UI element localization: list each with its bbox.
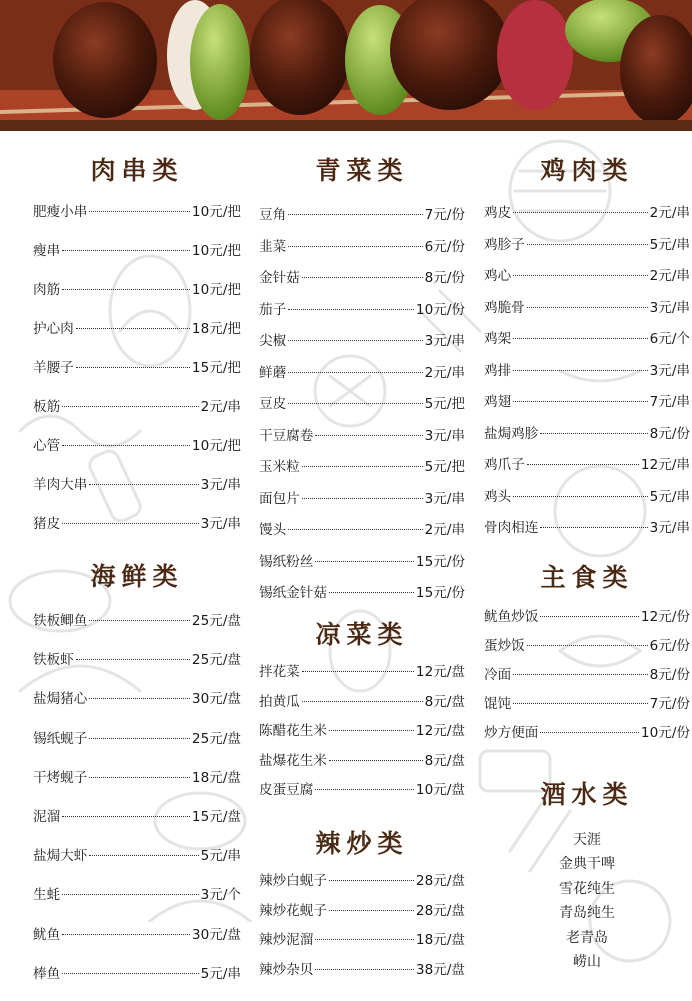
- menu-item: [259, 266, 465, 298]
- dot-leader: [329, 730, 414, 731]
- item-price: 5元/串: [649, 236, 690, 253]
- dot-leader: [62, 445, 190, 446]
- dot-leader: [513, 275, 647, 276]
- item-name: 豆角: [259, 207, 287, 223]
- menu-item: [259, 660, 465, 690]
- seafood-list: [33, 609, 241, 1001]
- item-name: 金针菇: [259, 270, 300, 286]
- item-name: 干烤蚬子: [33, 769, 88, 786]
- menu-item: [259, 550, 465, 582]
- item-name: 辣炒白蚬子: [259, 873, 327, 889]
- drink-item: 金典干啤: [559, 856, 615, 873]
- item-name: 羊肉大串: [33, 477, 88, 493]
- drink-item: 雪花纯生: [559, 880, 615, 897]
- item-price: 38元/盘: [415, 961, 465, 978]
- item-name: 猪皮: [33, 516, 61, 532]
- item-name: 辣炒杂贝: [259, 961, 314, 978]
- spicy-stirfry-list: [259, 869, 465, 987]
- item-name: 茄子: [259, 301, 287, 318]
- item-price: 7元/串: [649, 394, 690, 410]
- dot-leader: [527, 244, 648, 245]
- menu-item: [33, 962, 241, 1001]
- item-name: 鸡皮: [484, 205, 512, 221]
- item-price: 3元/串: [649, 520, 690, 536]
- menu-item: [259, 899, 465, 929]
- dot-leader: [315, 969, 414, 970]
- dot-leader: [315, 789, 414, 790]
- drinks-list: [484, 828, 690, 974]
- menu-item: [484, 721, 690, 750]
- dot-leader: [302, 498, 423, 499]
- item-price: 18元/盘: [191, 769, 241, 786]
- item-name: 板筋: [33, 399, 61, 415]
- item-name: 馒头: [259, 522, 287, 538]
- dot-leader: [527, 645, 648, 646]
- item-name: 辣炒花蚬子: [259, 902, 327, 919]
- dot-leader: [302, 701, 423, 702]
- menu-item: [259, 581, 465, 613]
- item-name: 鸡翅: [484, 394, 512, 410]
- menu-item: [259, 518, 465, 550]
- dot-leader: [288, 340, 422, 341]
- dot-leader: [62, 250, 190, 251]
- item-name: 盐焗鸡胗: [484, 425, 539, 442]
- dot-leader: [288, 309, 414, 310]
- dot-leader: [89, 698, 190, 699]
- item-name: 心管: [33, 438, 61, 454]
- menu-item: [259, 487, 465, 519]
- skewer-photo-illustration: [0, 0, 692, 120]
- dot-leader: [513, 496, 647, 497]
- dot-leader: [302, 277, 423, 278]
- item-price: 25元/盘: [191, 652, 241, 669]
- item-name: 铁板鲫鱼: [33, 613, 88, 629]
- dot-leader: [329, 592, 414, 593]
- item-price: 3元/串: [424, 490, 465, 507]
- drink-item: 天涯: [573, 832, 601, 848]
- dot-leader: [513, 401, 647, 402]
- dot-leader: [288, 214, 422, 215]
- menu-item: [259, 424, 465, 456]
- item-price: 10元/份: [640, 725, 690, 741]
- menu-item: [484, 422, 690, 454]
- item-price: 12元/串: [640, 457, 690, 473]
- item-price: 6元/份: [424, 238, 465, 255]
- dot-leader: [329, 880, 414, 881]
- item-price: 2元/串: [649, 268, 690, 284]
- menu-item: [33, 434, 241, 473]
- item-name: 肉筋: [33, 282, 61, 298]
- item-name: 陈醋花生米: [259, 723, 327, 739]
- dot-leader: [527, 464, 639, 465]
- item-name: 鲜蘑: [259, 364, 287, 381]
- menu-item: [484, 390, 690, 422]
- dot-leader: [513, 370, 647, 371]
- dot-leader: [540, 732, 639, 733]
- dot-leader: [89, 738, 190, 739]
- item-price: 28元/盘: [415, 902, 465, 919]
- menu-item: [484, 233, 690, 265]
- dot-leader: [513, 703, 647, 704]
- drink-item: 青岛纯生: [559, 905, 615, 922]
- menu-item: [33, 356, 241, 395]
- menu-item: [33, 200, 241, 239]
- menu-item: [259, 298, 465, 330]
- item-price: 2元/串: [424, 364, 465, 381]
- item-price: 15元/盘: [191, 808, 241, 825]
- dot-leader: [62, 894, 198, 895]
- menu-item: [33, 239, 241, 278]
- item-name: 韭菜: [259, 238, 287, 255]
- item-price: 6元/份: [649, 638, 690, 654]
- item-name: 鸡脆骨: [484, 299, 525, 316]
- item-price: 7元/份: [649, 696, 690, 712]
- item-price: 15元/份: [415, 553, 465, 570]
- menu-item: [484, 359, 690, 391]
- item-name: 鸡爪子: [484, 457, 525, 473]
- dot-leader: [540, 527, 647, 528]
- dot-leader: [513, 338, 647, 339]
- item-name: 炒方便面: [484, 725, 539, 741]
- item-name: 盐爆花生米: [259, 752, 327, 769]
- vegetables-list: [259, 203, 465, 613]
- dot-leader: [540, 433, 647, 434]
- menu-item: [33, 648, 241, 687]
- item-price: 30元/盘: [191, 926, 241, 943]
- item-name: 肥瘦小串: [33, 204, 88, 220]
- dot-leader: [62, 289, 190, 290]
- menu-item: [33, 473, 241, 512]
- dot-leader: [89, 620, 190, 621]
- item-price: 3元/串: [649, 299, 690, 316]
- item-price: 2元/串: [200, 399, 241, 415]
- item-name: 生蚝: [33, 887, 61, 904]
- item-price: 6元/个: [649, 331, 690, 347]
- food-photo-banner: [0, 0, 692, 120]
- menu-item: [259, 235, 465, 267]
- menu-item: [33, 395, 241, 434]
- meat-skewers-list: [33, 200, 241, 551]
- item-price: 2元/串: [649, 205, 690, 221]
- item-price: 3元/串: [649, 362, 690, 379]
- item-price: 10元/把: [191, 204, 241, 220]
- item-name: 拌花菜: [259, 664, 300, 680]
- item-name: 豆皮: [259, 396, 287, 412]
- item-name: 鸡架: [484, 331, 512, 347]
- menu-item: [33, 805, 241, 844]
- category-title-drinks: 酒水类: [540, 780, 634, 809]
- menu-item: [259, 928, 465, 958]
- dot-leader: [89, 484, 198, 485]
- item-name: 蛋炒饭: [484, 638, 525, 654]
- dot-leader: [513, 212, 647, 213]
- menu-item: [484, 692, 690, 721]
- item-name: 瘦串: [33, 243, 61, 259]
- item-name: 鱿鱼炒饭: [484, 609, 539, 625]
- item-name: 锡纸蚬子: [33, 730, 88, 747]
- item-name: 铁板虾: [33, 652, 74, 669]
- item-price: 10元/把: [191, 438, 241, 454]
- category-title-cold-dishes: 凉菜类: [315, 620, 409, 649]
- item-price: 10元/份: [415, 301, 465, 318]
- dot-leader: [315, 939, 414, 940]
- menu-item: [484, 327, 690, 359]
- menu-item: [484, 453, 690, 485]
- dot-leader: [76, 367, 190, 368]
- menu-item: [484, 485, 690, 517]
- drink-item: 崂山: [573, 953, 601, 970]
- item-price: 3元/串: [424, 333, 465, 349]
- item-price: 12元/盘: [415, 664, 465, 680]
- category-title-meat-skewers: 肉串类: [90, 156, 184, 185]
- item-price: 3元/串: [200, 477, 241, 493]
- item-name: 棒鱼: [33, 965, 61, 982]
- menu-item: [33, 317, 241, 356]
- item-name: 鸡胗子: [484, 236, 525, 253]
- item-price: 28元/盘: [415, 873, 465, 889]
- item-price: 30元/盘: [191, 691, 241, 708]
- item-name: 鸡排: [484, 362, 512, 379]
- staples-list: [484, 605, 690, 750]
- category-title-vegetables: 青菜类: [315, 156, 409, 185]
- menu-item: [33, 923, 241, 962]
- dot-leader: [329, 910, 414, 911]
- item-price: 8元/盘: [424, 752, 465, 769]
- item-name: 皮蛋豆腐: [259, 782, 314, 798]
- menu-item: [484, 605, 690, 634]
- item-price: 3元/个: [200, 887, 241, 904]
- item-price: 15元/份: [415, 585, 465, 601]
- dot-leader: [527, 307, 648, 308]
- item-price: 5元/串: [649, 488, 690, 505]
- item-name: 护心肉: [33, 321, 74, 337]
- menu-item: [33, 766, 241, 805]
- menu-item: [484, 663, 690, 692]
- item-name: 玉米粒: [259, 459, 300, 475]
- menu-item: [259, 690, 465, 720]
- item-name: 锡纸金针菇: [259, 585, 327, 601]
- dot-leader: [89, 777, 190, 778]
- item-price: 8元/份: [649, 667, 690, 683]
- item-price: 15元/把: [191, 360, 241, 376]
- menu-item: [33, 727, 241, 766]
- dot-leader: [302, 466, 423, 467]
- item-price: 25元/盘: [191, 730, 241, 747]
- menu-item: [259, 958, 465, 988]
- menu-item: [259, 869, 465, 899]
- item-name: 盐焗猪心: [33, 691, 88, 708]
- item-name: 羊腰子: [33, 360, 74, 376]
- item-price: 5元/把: [424, 396, 465, 412]
- menu-item: [259, 361, 465, 393]
- item-price: 8元/份: [424, 270, 465, 286]
- dot-leader: [329, 760, 423, 761]
- menu-item: [33, 844, 241, 883]
- item-price: 18元/盘: [415, 932, 465, 948]
- dot-leader: [62, 406, 198, 407]
- menu-item: [33, 512, 241, 551]
- menu-item: [33, 883, 241, 922]
- item-name: 干豆腐卷: [259, 427, 314, 444]
- menu-item: [259, 719, 465, 749]
- item-price: 5元/把: [424, 459, 465, 475]
- menu-item: [259, 203, 465, 235]
- item-price: 12元/盘: [415, 723, 465, 739]
- item-name: 馄饨: [484, 696, 512, 712]
- dot-leader: [89, 211, 190, 212]
- menu-item: [259, 778, 465, 808]
- item-name: 泥溜: [33, 808, 61, 825]
- item-name: 鸡头: [484, 488, 512, 505]
- dot-leader: [540, 616, 639, 617]
- item-price: 25元/盘: [191, 613, 241, 629]
- dot-leader: [315, 435, 422, 436]
- item-price: 3元/串: [424, 427, 465, 444]
- item-price: 3元/串: [200, 516, 241, 532]
- dot-leader: [62, 934, 190, 935]
- dot-leader: [302, 671, 414, 672]
- chicken-list: [484, 201, 690, 548]
- category-title-spicy-stirfry: 辣炒类: [315, 829, 409, 858]
- menu-item: [259, 329, 465, 361]
- item-name: 辣炒泥溜: [259, 932, 314, 948]
- menu-item: [33, 609, 241, 648]
- menu-item: [484, 201, 690, 233]
- item-name: 冷面: [484, 667, 512, 683]
- menu-item: [259, 392, 465, 424]
- item-name: 尖椒: [259, 333, 287, 349]
- menu-item: [484, 634, 690, 663]
- menu-item: [33, 687, 241, 726]
- item-price: 8元/盘: [424, 693, 465, 710]
- dot-leader: [62, 816, 190, 817]
- item-price: 10元/把: [191, 282, 241, 298]
- menu-item: [484, 296, 690, 328]
- item-price: 2元/串: [424, 522, 465, 538]
- cold-dishes-list: [259, 660, 465, 808]
- menu-item: [484, 516, 690, 548]
- item-name: 鸡心: [484, 268, 512, 284]
- menu-item: [259, 749, 465, 779]
- menu-item: [259, 455, 465, 487]
- dot-leader: [288, 529, 422, 530]
- category-title-seafood: 海鲜类: [90, 562, 184, 591]
- dot-leader: [288, 403, 422, 404]
- dot-leader: [76, 659, 190, 660]
- drink-item: 老青岛: [566, 929, 608, 946]
- item-price: 8元/份: [649, 425, 690, 442]
- dot-leader: [513, 674, 647, 675]
- dot-leader: [89, 855, 198, 856]
- item-price: 10元/把: [191, 243, 241, 259]
- item-price: 5元/串: [200, 965, 241, 982]
- dot-leader: [62, 973, 198, 974]
- item-name: 骨肉相连: [484, 520, 539, 536]
- item-price: 10元/盘: [415, 782, 465, 798]
- dot-leader: [288, 372, 422, 373]
- item-name: 盐焗大虾: [33, 848, 88, 865]
- item-name: 拍黄瓜: [259, 693, 300, 710]
- item-price: 18元/把: [191, 321, 241, 337]
- item-price: 12元/份: [640, 609, 690, 625]
- item-name: 鱿鱼: [33, 926, 61, 943]
- item-name: 锡纸粉丝: [259, 553, 314, 570]
- item-price: 5元/串: [200, 848, 241, 865]
- dot-leader: [315, 561, 414, 562]
- menu-item: [33, 278, 241, 317]
- dot-leader: [76, 328, 190, 329]
- item-name: 面包片: [259, 490, 300, 507]
- category-title-chicken: 鸡肉类: [540, 156, 634, 185]
- dot-leader: [288, 246, 422, 247]
- category-title-staples: 主食类: [540, 563, 634, 592]
- dot-leader: [62, 523, 198, 524]
- brown-divider-band: [0, 120, 692, 131]
- menu-item: [484, 264, 690, 296]
- item-price: 7元/份: [424, 207, 465, 223]
